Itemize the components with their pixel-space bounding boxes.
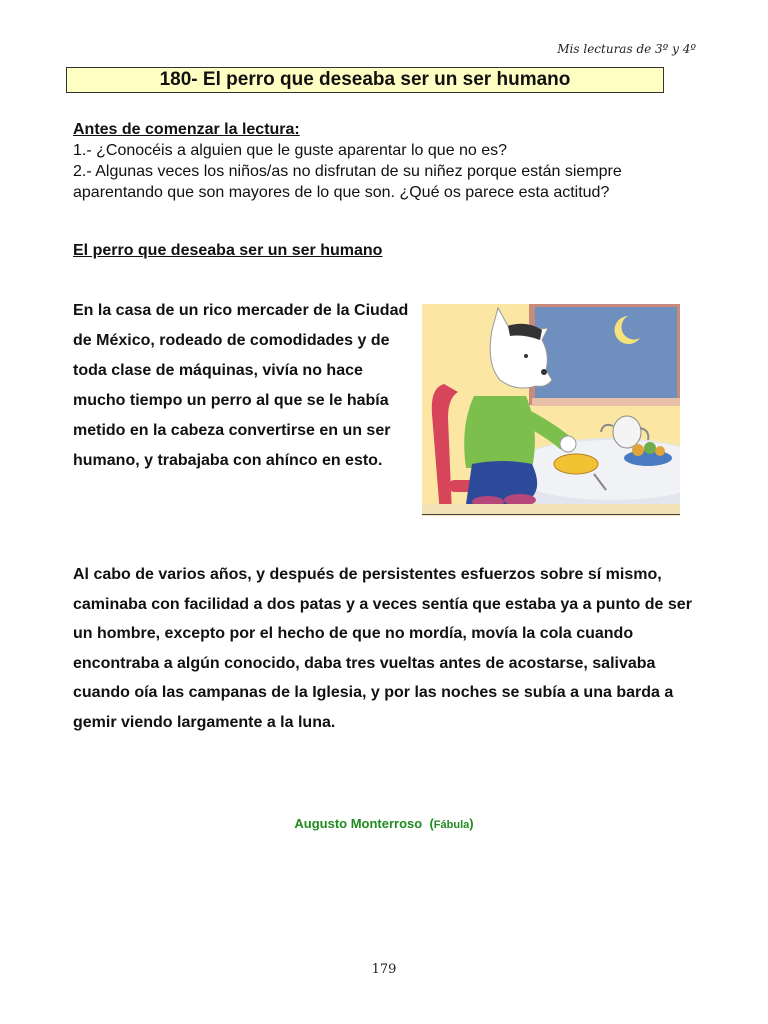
page-title-text: 180- El perro que deseaba ser un ser humano (159, 69, 571, 90)
intro-question-2: 2.- Algunas veces los niños/as no disfrutan de su niñez porque están siempre aparentando que son mayores de lo que son. ¿Qué os parece esta actitud? (73, 163, 622, 201)
intro-question-1: 1.- ¿Conocéis a alguien que le guste aparentar lo que no es? (73, 142, 508, 159)
illustration-divider (422, 514, 680, 515)
intro-heading: Antes de comenzar la lectura: (73, 121, 300, 138)
author-genre: Fábula (433, 819, 470, 831)
author-name: Augusto Monterroso (294, 816, 423, 831)
page-title (66, 67, 664, 93)
author-paren-close: ) (469, 816, 474, 831)
page-number: 179 (371, 962, 397, 977)
intro-section (73, 119, 713, 203)
story-title: El perro que deseaba ser un ser humano (73, 242, 383, 259)
author-paren-open: ( (429, 816, 434, 831)
dog-illustration (422, 304, 680, 516)
story-paragraph-2: Al cabo de varios años, y después de persistentes esfuerzos sobre sí mismo, caminaba con facilidad a dos patas y a veces sentía que estaba ya a punto de ser un hombre, excepto por el hecho de que no mordía, movía la cola cuando encontraba a algún conocido, daba tres vueltas antes de acostarse, salivaba cuando oía las campanas de la Iglesia, y por las noches se subía a una barda a gemir viendo largamente a la luna. (73, 566, 692, 731)
header-note: Mis lecturas de 3º y 4º (557, 42, 696, 56)
author-credit (0, 816, 768, 831)
story-paragraph-1: En la casa de un rico mercader de la Ciudad de México, rodeado de comodidades y de toda clase de máquinas, vivía no hace mucho tiempo un perro al que se le había metido en la cabeza convertirse en un ser humano, y trabajaba con ahínco en esto. (73, 302, 409, 469)
